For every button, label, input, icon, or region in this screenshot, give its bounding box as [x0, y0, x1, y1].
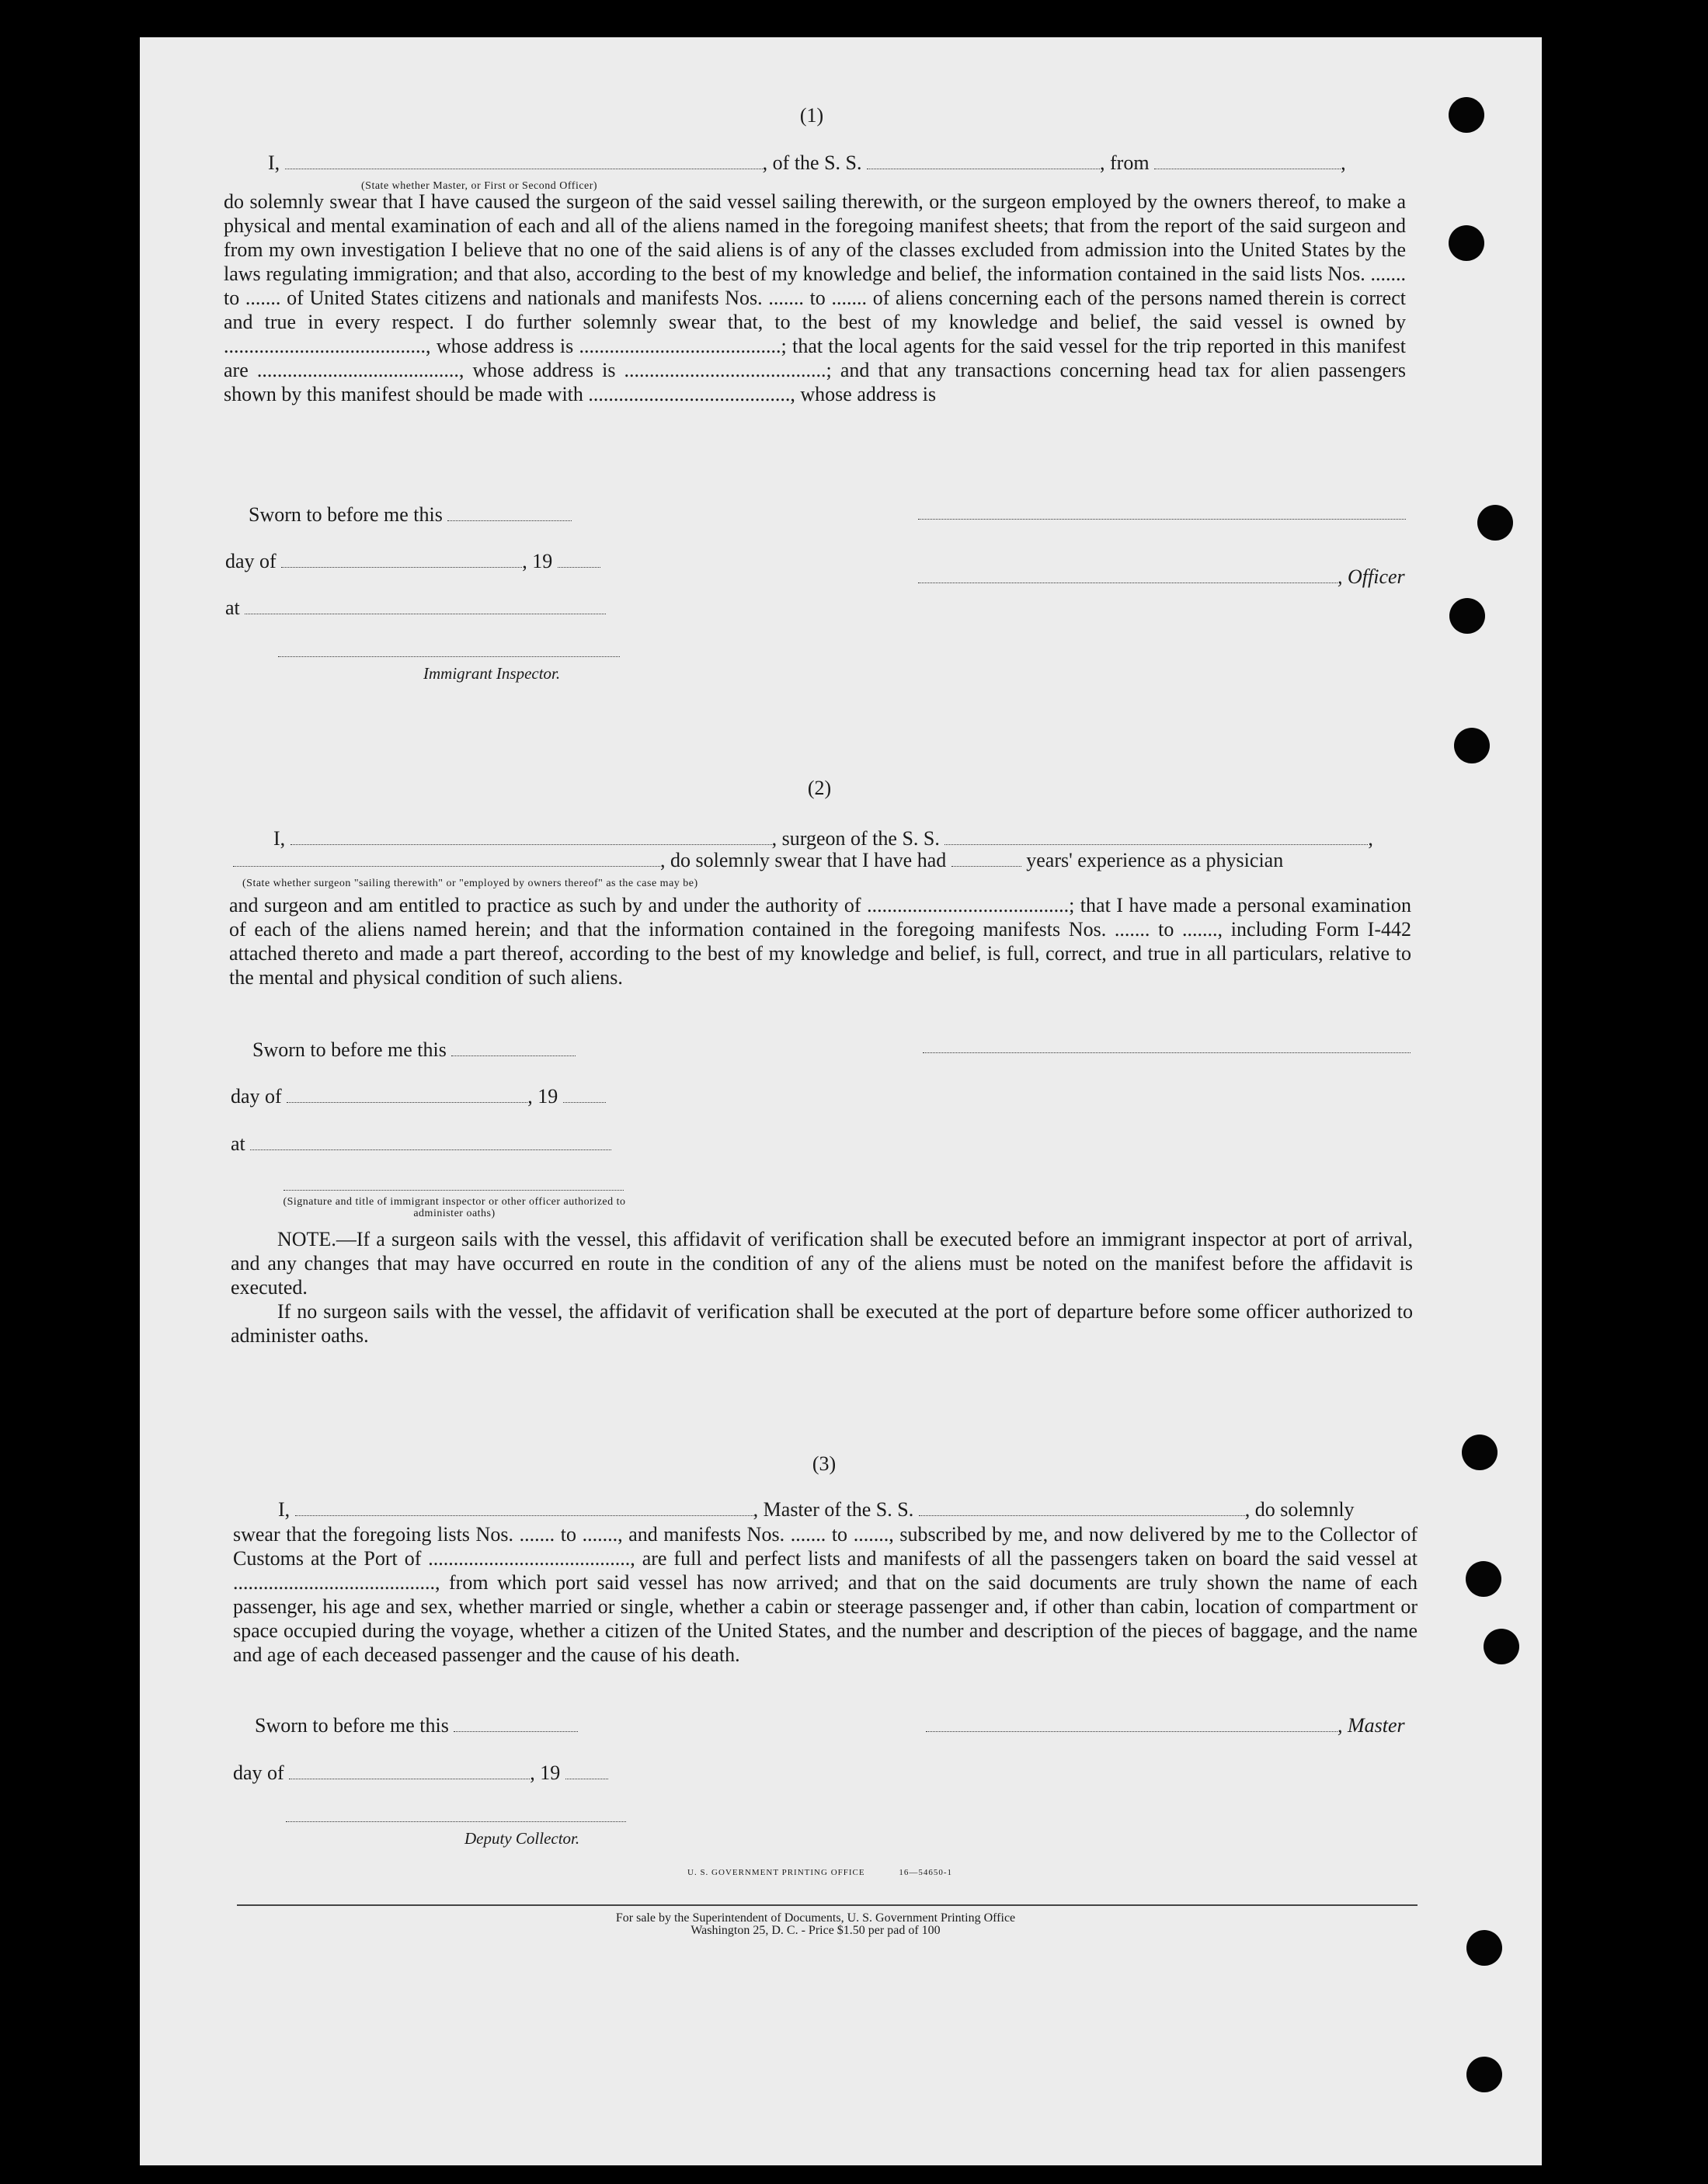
day-of-label: day of: [233, 1761, 284, 1784]
sworn-label: Sworn to before me this: [249, 503, 443, 526]
sworn-label: Sworn to before me this: [252, 1038, 447, 1061]
officer-name-field[interactable]: [285, 155, 763, 169]
sale-line-1: For sale by the Superintendent of Documents, U. S. Government Printing Office: [615, 1911, 1016, 1925]
month-field[interactable]: [289, 1765, 530, 1779]
section-2-at: [231, 1132, 611, 1156]
note-label: NOTE.: [277, 1228, 336, 1250]
printer-imprint: [687, 1861, 952, 1884]
day-of-label: day of: [231, 1085, 282, 1108]
month-field[interactable]: [281, 553, 522, 568]
section-1-sworn: [249, 503, 572, 527]
section-3-body: swear that the foregoing lists Nos. ....... to ......., and manifests Nos. ....... to ......., subscribed by me, and now delivered by me to the Collector of Customs at the Port of ........................................, are full and perfect lists and manifests of all the passengers taken on board the said vessel at ........................................, from which port said vessel has now arrived; and that on the said documents are truly shown the name of each passenger, his age and sex, whether married or single, whether a cabin or steerage passenger and, if other than cabin, location of compartment or space occupied during the voyage, whether a citizen of the United States, and the number and description of the pieces of baggage, and the name and age of each deceased passenger and the cause of his death.: [233, 1523, 1418, 1666]
i-label: I,: [273, 827, 286, 850]
sworn-day-field[interactable]: [454, 1717, 578, 1732]
note-1-text: —If a surgeon sails with the vessel, this affidavit of verification shall be executed before an immigrant inspector at port of arrival, and any changes that may have occurred en route in the condition of any of the aliens must be noted on the manifest before the affidavit is executed.: [231, 1228, 1413, 1299]
punch-hole: [1484, 1629, 1519, 1664]
signature-line[interactable]: [923, 1052, 1411, 1053]
year-field[interactable]: [558, 553, 600, 568]
section-3-number: (3): [812, 1452, 837, 1475]
punch-hole: [1449, 225, 1484, 261]
master-signature-field[interactable]: [926, 1717, 1338, 1732]
sworn-day-field[interactable]: [451, 1042, 576, 1056]
master-label: , Master: [1338, 1714, 1405, 1737]
section-2-opening-line: I, , surgeon of the S. S. ,: [273, 827, 1373, 850]
inspector-signature-line[interactable]: [278, 656, 620, 657]
officer-hint: (State whether Master, or First or Second Officer): [361, 180, 598, 192]
collector-signature-line[interactable]: [286, 1821, 626, 1822]
at-label: at: [231, 1132, 245, 1155]
month-field[interactable]: [287, 1088, 527, 1103]
punch-hole: [1466, 1930, 1502, 1966]
officer-signature-field[interactable]: [918, 569, 1338, 583]
punch-hole: [1466, 1561, 1501, 1597]
year-field[interactable]: [565, 1765, 608, 1779]
section-2-body: and surgeon and am entitled to practice as such by and under the authority of ........................................; that I have made a personal examination of each of the aliens named herein; and that the information contained in the foregoing manifests Nos. ....... to ......., including Form I-442 attached thereto and made a part thereof, according to the best of my knowledge and belief, is full, correct, and true in all particulars, relative to the mental and physical condition of such aliens.: [229, 894, 1411, 989]
section-1-at: [225, 596, 606, 620]
sworn-day-field[interactable]: [447, 506, 572, 521]
signature-line[interactable]: [918, 519, 1406, 520]
section-3-sworn: [255, 1714, 578, 1737]
section-3-day-of: [233, 1761, 608, 1785]
year-label: , 19: [530, 1761, 561, 1784]
punch-hole: [1462, 1435, 1498, 1470]
sale-line-2: Washington 25, D. C. - Price $1.50 per pad of 100: [691, 1924, 941, 1937]
signature-hint: (Signature and title of immigrant inspector or other officer authorized to administer oaths): [283, 1196, 626, 1219]
punch-hole: [1466, 2057, 1502, 2092]
master-name-field[interactable]: [295, 1501, 753, 1516]
form-number: 16—54650-1: [899, 1868, 953, 1877]
from-label: , from: [1100, 151, 1150, 174]
vessel-name-field[interactable]: [944, 830, 1368, 845]
punch-hole: [1477, 505, 1513, 541]
departure-port-field[interactable]: [1154, 155, 1341, 169]
section-3-opening-line: [278, 1498, 1355, 1521]
place-field[interactable]: [245, 600, 606, 614]
surgeon-name-field[interactable]: [290, 830, 772, 845]
section-1-body: do solemnly swear that I have caused the surgeon of the said vessel sailing therewith, or the surgeon employed by the owners thereof, to make a physical and mental examination of each and all of the aliens named in the foregoing manifest sheets; that from the report of the said surgeon and from my own investigation I believe that no one of the said aliens is of any of the classes excluded from admission into the United States by the laws regulating immigration; and that also, according to the best of my knowledge and belief, the information contained in the said lists Nos. ....... to ....... of United States citizens and nationals and manifests Nos. ....... to ....... of aliens concerning each of the persons named therein is correct and true in every respect. I do further solemnly swear that, to the best of my knowledge and belief, the said vessel is owned by ........................................, whose address is ........................................; that the local agents for the said vessel for the trip reported in this manifest are ........................................, whose address is ........................................; and that any transactions concerning head tax for alien passengers shown by this manifest should be made with ........................................, whose address is: [224, 190, 1406, 405]
inspector-label: Immigrant Inspector.: [423, 664, 561, 683]
master-of-ss-label: , Master of the S. S.: [753, 1498, 914, 1521]
collector-label: Deputy Collector.: [464, 1829, 580, 1848]
section-1-day-of: [225, 550, 600, 573]
section-2-note-1: [231, 1227, 1413, 1299]
section-1-opening-line: I, , of the S. S. , from ,: [268, 151, 1346, 174]
printer-label: U. S. GOVERNMENT PRINTING OFFICE: [687, 1868, 865, 1877]
section-1-number: (1): [799, 104, 824, 127]
section-2-number: (2): [807, 777, 832, 799]
sworn-label: Sworn to before me this: [255, 1714, 449, 1737]
sale-notice: [505, 1912, 1126, 1937]
section-2-second-line: [233, 849, 1283, 872]
section-2-day-of: [231, 1085, 606, 1108]
of-ss-label: , of the S. S.: [762, 151, 862, 174]
years-field[interactable]: [951, 852, 1021, 867]
year-label: , 19: [527, 1085, 558, 1108]
vessel-name-field[interactable]: [919, 1501, 1245, 1516]
at-label: at: [225, 596, 240, 619]
surgeon-of-ss-label: , surgeon of the S. S.: [771, 827, 940, 850]
punch-hole: [1449, 97, 1484, 133]
day-of-label: day of: [225, 550, 277, 572]
i-label: I,: [268, 151, 280, 174]
year-field[interactable]: [563, 1088, 606, 1103]
years-label: years' experience as a physician: [1026, 849, 1284, 871]
surgeon-status-field[interactable]: [233, 852, 660, 867]
section-2-sworn: [252, 1038, 576, 1062]
punch-hole: [1454, 728, 1490, 763]
swear-label: , do solemnly: [1244, 1498, 1355, 1521]
section-3-master-sig: [926, 1714, 1405, 1737]
place-field[interactable]: [250, 1135, 611, 1150]
vessel-name-field[interactable]: [867, 155, 1100, 169]
year-label: , 19: [522, 550, 553, 572]
i-label: I,: [278, 1498, 290, 1521]
punch-hole: [1449, 598, 1485, 634]
section-2-note-2: If no surgeon sails with the vessel, the affidavit of verification shall be executed at the port of departure before some officer authorized to administer oaths.: [231, 1300, 1413, 1347]
officer-label: , Officer: [1338, 565, 1405, 588]
inspector-signature-line[interactable]: [284, 1190, 624, 1191]
footer-rule: [237, 1904, 1418, 1906]
surgeon-hint: (State whether surgeon "sailing therewith" or "employed by owners thereof" as the case may be): [242, 878, 698, 889]
section-1-officer-sig: [918, 565, 1405, 589]
swear-label: , do solemnly swear that I have had: [660, 849, 947, 871]
